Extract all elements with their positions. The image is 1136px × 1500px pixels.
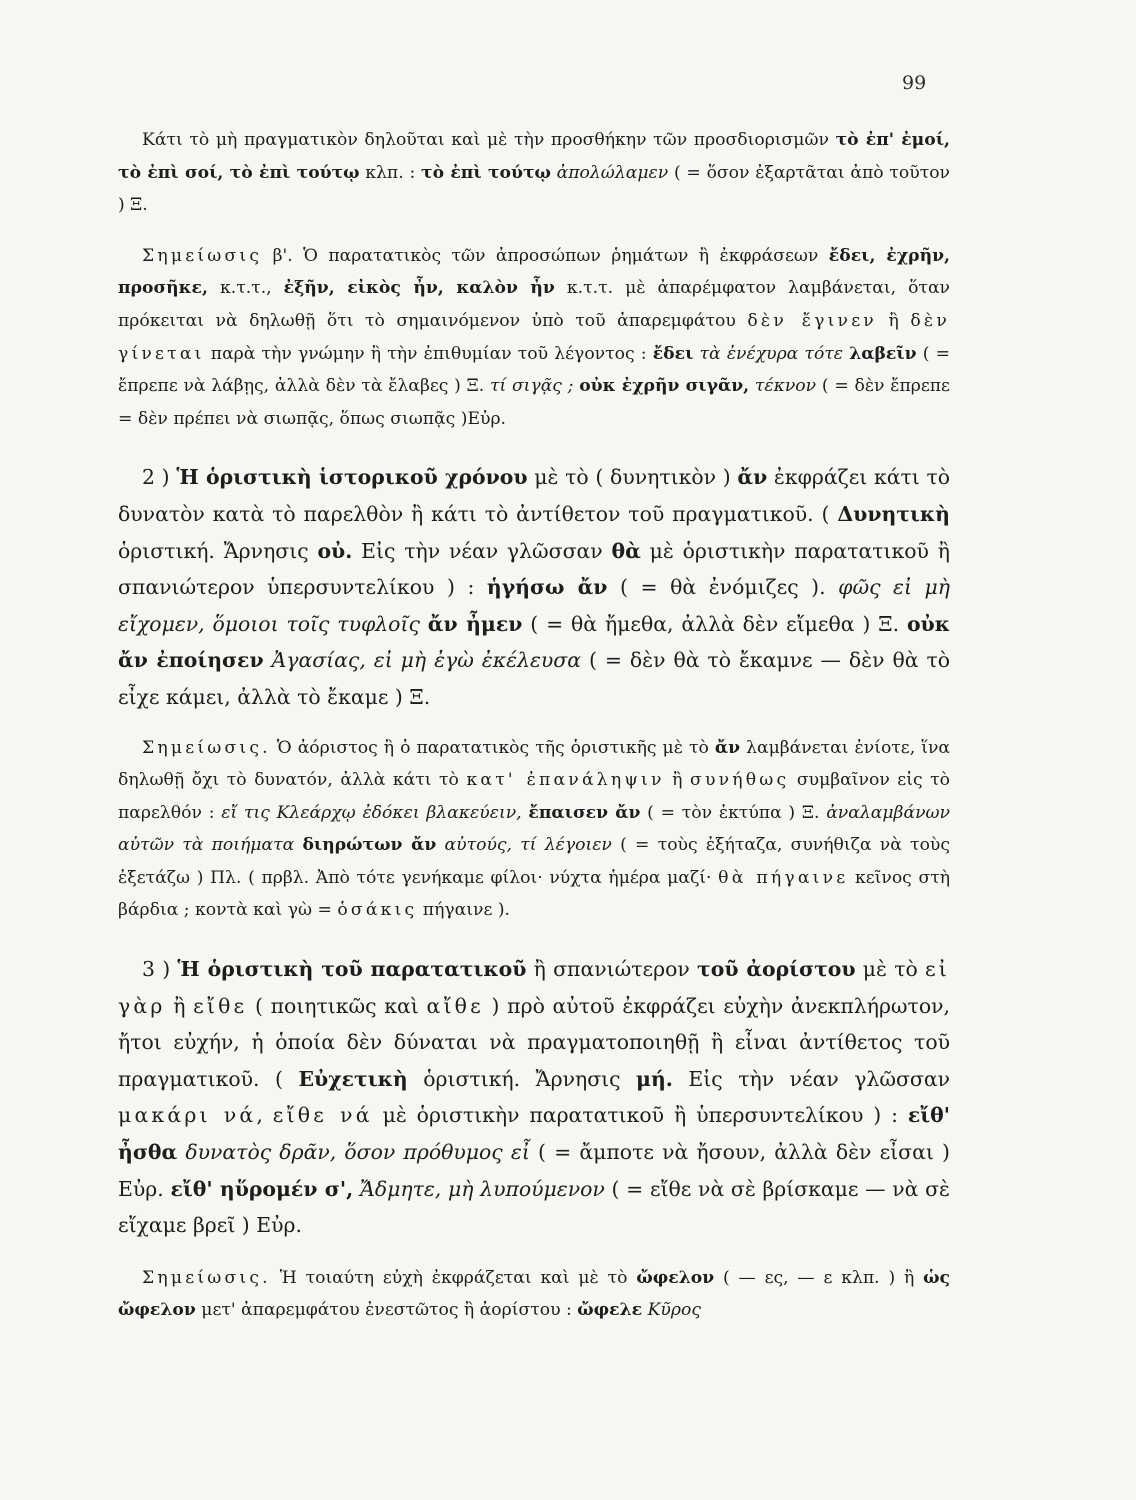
page-number: 99 — [902, 72, 927, 94]
page-body — [118, 124, 950, 1327]
section-3-wish-indicative: 3 ) Ἡ ὁριστικὴ τοῦ παρατατικοῦ ἢ σπανιώτερον τοῦ ἀορίστου μὲ τὸ εἰ γὰρ ἢ εἴθε ( ποιητικῶς καὶ αἴθε ) πρὸ αὐτοῦ ἐκφράζει εὐχὴν ἀνεκπλήρωτον, ἤτοι εὐχήν, ἡ ὁποία δὲν δύναται νὰ πραγματοποιηθῇ ἢ εἶναι ἀντίθετος τοῦ πραγματικοῦ. ( Εὐχετικὴ ὁριστική. Ἄρνησις μή. Εἰς τὴν νέαν γλῶσσαν μακάρι νά, εἴθε νά μὲ ὁριστικὴν παρατατικοῦ ἢ ὑπερσυντελίκου ) : εἴθ' ἦσθα δυνατὸς δρᾶν, ὅσον πρόθυμος εἶ ( = ἄμποτε νὰ ἤσουν, ἀλλὰ δὲν εἶσαι ) Εὐρ. εἴθ' ηὕρομέν σ', Ἄδμητε, μὴ λυπούμενον ( = εἴθε νὰ σὲ βρίσκαμε — νὰ σὲ εἴχαμε βρεῖ ) Εὐρ. — [118, 957, 951, 1238]
section-2-potential-indicative: 2 ) Ἡ ὁριστικὴ ἱστορικοῦ χρόνου μὲ τὸ ( δυνητικὸν ) ἄν ἐκφράζει κάτι τὸ δυνατὸν κατὰ τὸ παρελθὸν ἢ κάτι τὸ ἀντίθετον τοῦ πραγματικοῦ. ( Δυνητικὴ ὁριστική. Ἄρνησις οὐ. Εἰς τὴν νέαν γλῶσσαν θὰ μὲ ὁριστικὴν παρατατικοῦ ἢ σπανιώτερον ὑπερσυντελίκου ) : ἡγήσω ἄν ( = θὰ ἐνόμιζες ). φῶς εἰ μὴ εἴχομεν, ὅμοιοι τοῖς τυφλοῖς ἄν ἦμεν ( = θὰ ἤμεθα, ἀλλὰ δὲν εἴμεθα ) Ξ. οὐκ ἄν ἐποίησεν Ἀγασίας, εἰ μὴ ἐγὼ ἐκέλευσα ( = δὲν θὰ τὸ ἔκαμνε — δὲν θὰ τὸ εἶχε κάμει, ἀλλὰ τὸ ἔκαμε ) Ξ. — [118, 465, 951, 709]
note-iterative-paragraph: Σημείωσις. Ὁ ἀόριστος ἢ ὁ παρατατικὸς τῆς ὁριστικῆς μὲ τὸ ἄν λαμβάνεται ἐνίοτε, ἵνα δηλωθῇ ὄχι τὸ δυνατόν, ἀλλὰ κάτι τὸ κατ' ἐπανάληψιν ἢ συνήθως συμβαῖνον εἰς τὸ παρελθόν : εἴ τις Κλεάρχῳ ἐδόκει βλακεύειν, ἔπαισεν ἄν ( = τὸν ἐκτύπα ) Ξ. ἀναλαμβάνων αὐτῶν τὰ ποιήματα διηρώτων ἄν αὐτούς, τί λέγοιεν ( = τοὺς ἐξήταζα, συνήθιζα νὰ τοὺς ἐξετάζω ) Πλ. ( πρβλ. Ἀπὸ τότε γενήκαμε φίλοι· νύχτα ἡμέρα μαζί· θὰ πήγαινε κεῖνος στὴ βάρδια ; κοντὰ καὶ γὼ = ὁσάκις πήγαινε ). — [118, 737, 950, 921]
note-beta-paragraph: Σημείωσις β'. Ὁ παρατατικὸς τῶν ἀπροσώπων ῥημάτων ἢ ἐκφράσεων ἔδει, ἐχρῆν, προσῆκε, κ.τ.τ., ἐξῆν, εἰκὸς ἦν, καλὸν ἦν κ.τ.τ. μὲ ἀπαρέμφατον λαμβάνεται, ὅταν πρόκειται νὰ δηλωθῇ ὅτι τὸ σημαινόμενον ὑπὸ τοῦ ἀπαρεμφάτου δὲν ἔγινεν ἢ δὲν γίνεται παρὰ τὴν γνώμην ἢ τὴν ἐπιθυμίαν τοῦ λέγοντος : ἔδει τὰ ἐνέχυρα τότε λαβεῖν ( = ἔπρεπε νὰ λάβῃς, ἀλλὰ δὲν τὰ ἔλαβες ) Ξ. τί σιγᾷς ; οὐκ ἐχρῆν σιγᾶν, τέκνον ( = δὲν ἔπρεπε = δὲν πρέπει νὰ σιωπᾷς, ὅπως σιωπᾷς )Εὐρ. — [118, 245, 951, 429]
paragraph-unreal-prepositional: Κάτι τὸ μὴ πραγματικὸν δηλοῦται καὶ μὲ τὴν προσθήκην τῶν προσδιορισμῶν τὸ ἐπ' ἐμοί, τὸ ἐπὶ σοί, τὸ ἐπὶ τούτῳ κλπ. : τὸ ἐπὶ τούτῳ ἀπολώλαμεν ( = ὅσον ἐξαρτᾶται ἀπὸ τοῦτον ) Ξ. — [118, 130, 951, 216]
note-ophelon-paragraph: Σημείωσις. Ἡ τοιαύτη εὐχὴ ἐκφράζεται καὶ μὲ τὸ ὤφελον ( — ες, — ε κλπ. ) ἢ ὡς ὤφελον μετ' ἀπαρεμφάτου ἐνεστῶτος ἢ ἀορίστου : ὤφελε Κῦρος — [118, 1267, 950, 1321]
